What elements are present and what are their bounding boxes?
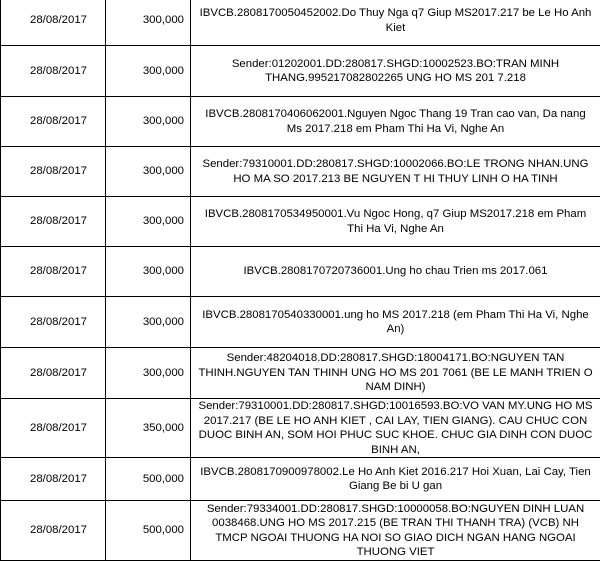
amount-cell: 300,000 xyxy=(106,147,191,197)
amount-cell: 350,000 xyxy=(106,399,191,458)
amount-cell: 300,000 xyxy=(106,297,191,348)
date-cell: 28/08/2017 xyxy=(1,501,106,561)
date-cell: 28/08/2017 xyxy=(1,458,106,501)
date-cell: 28/08/2017 xyxy=(1,197,106,247)
description-cell: Sender:48204018.DD:280817.SHGD:18004171.BO:NGUYEN TAN THINH.NGUYEN TAN THINH UNG HO MS 201 7061 (BE LE MANH TRIEN O NAM DINH) xyxy=(191,348,600,399)
description-cell: IBVCB.2808170540330001.ung ho MS 2017.218 (em Pham Thi Ha Vi, Nghe An) xyxy=(191,297,600,348)
table-row xyxy=(1,147,600,197)
date-cell: 28/08/2017 xyxy=(1,247,106,297)
amount-cell: 300,000 xyxy=(106,0,191,46)
amount-cell: 300,000 xyxy=(106,247,191,297)
table-row xyxy=(1,501,600,561)
description-cell: Sender:01202001.DD:280817.SHGD:10002523.BO:TRAN MINH THANG.995217082802265 UNG HO MS 201 7.218 xyxy=(191,46,600,97)
table-row xyxy=(1,399,600,458)
amount-cell: 300,000 xyxy=(106,197,191,247)
transaction-rows xyxy=(1,0,600,561)
date-cell: 28/08/2017 xyxy=(1,97,106,147)
amount-cell: 500,000 xyxy=(106,458,191,501)
description-cell: Sender:79310001.DD:280817.SHGD:10016593.BO:VO VAN MY.UNG HO MS 2017.217 (BE LE HO ANH KIET , CAI LAY, TIEN GIANG). CAU CHUC CON DUOC BINH AN, SOM HOI PHUC SUC KHOE. CHUC GIA DINH CON DUOC BINH AN, xyxy=(191,399,600,458)
date-cell: 28/08/2017 xyxy=(1,46,106,97)
table-row xyxy=(1,46,600,97)
amount-cell: 500,000 xyxy=(106,501,191,561)
amount-cell: 300,000 xyxy=(106,46,191,97)
amount-cell: 300,000 xyxy=(106,97,191,147)
description-cell: IBVCB.2808170900978002.Le Ho Anh Kiet 2016.217 Hoi Xuan, Lai Cay, Tien Giang Be bi U gan xyxy=(191,458,600,501)
date-cell: 28/08/2017 xyxy=(1,297,106,348)
table-row xyxy=(1,97,600,147)
date-cell: 28/08/2017 xyxy=(1,399,106,458)
description-cell: Sender:79310001.DD:280817.SHGD:10002066.BO:LE TRONG NHAN.UNG HO MA SO 2017.213 BE NGUYEN T HI THUY LINH O HA TINH xyxy=(191,147,600,197)
description-cell: Sender:79334001.DD:280817.SHGD:10000058.BO:NGUYEN DINH LUAN 0038468.UNG HO MS 2017.215 (BE TRAN THI THANH TRA) (VCB) NH TMCP NGOAI THUONG HA NOI SO GIAO DICH NGAN HANG NGOAI THUONG VIET xyxy=(191,501,600,561)
date-cell: 28/08/2017 xyxy=(1,348,106,399)
amount-cell: 300,000 xyxy=(106,348,191,399)
table-row xyxy=(1,0,600,46)
description-cell: IBVCB.2808170406062001.Nguyen Ngoc Thang 19 Tran cao van, Da nang Ms 2017.218 em Pham Thi Ha Vi, Nghe An xyxy=(191,97,600,147)
table-row xyxy=(1,297,600,348)
description-cell: IBVCB.2808170534950001.Vu Ngoc Hong, q7 Giup MS2017.218 em Pham Thi Ha Vi, Nghe An xyxy=(191,197,600,247)
table-row xyxy=(1,348,600,399)
description-cell: IBVCB.2808170720736001.Ung ho chau Trien ms 2017.061 xyxy=(191,247,600,297)
date-cell: 28/08/2017 xyxy=(1,147,106,197)
table-row xyxy=(1,458,600,501)
table-row xyxy=(1,247,600,297)
description-cell: IBVCB.2808170050452002.Do Thuy Nga q7 Giup MS2017.217 be Le Ho Anh Kiet xyxy=(191,0,600,46)
date-cell: 28/08/2017 xyxy=(1,0,106,46)
table-row xyxy=(1,197,600,247)
